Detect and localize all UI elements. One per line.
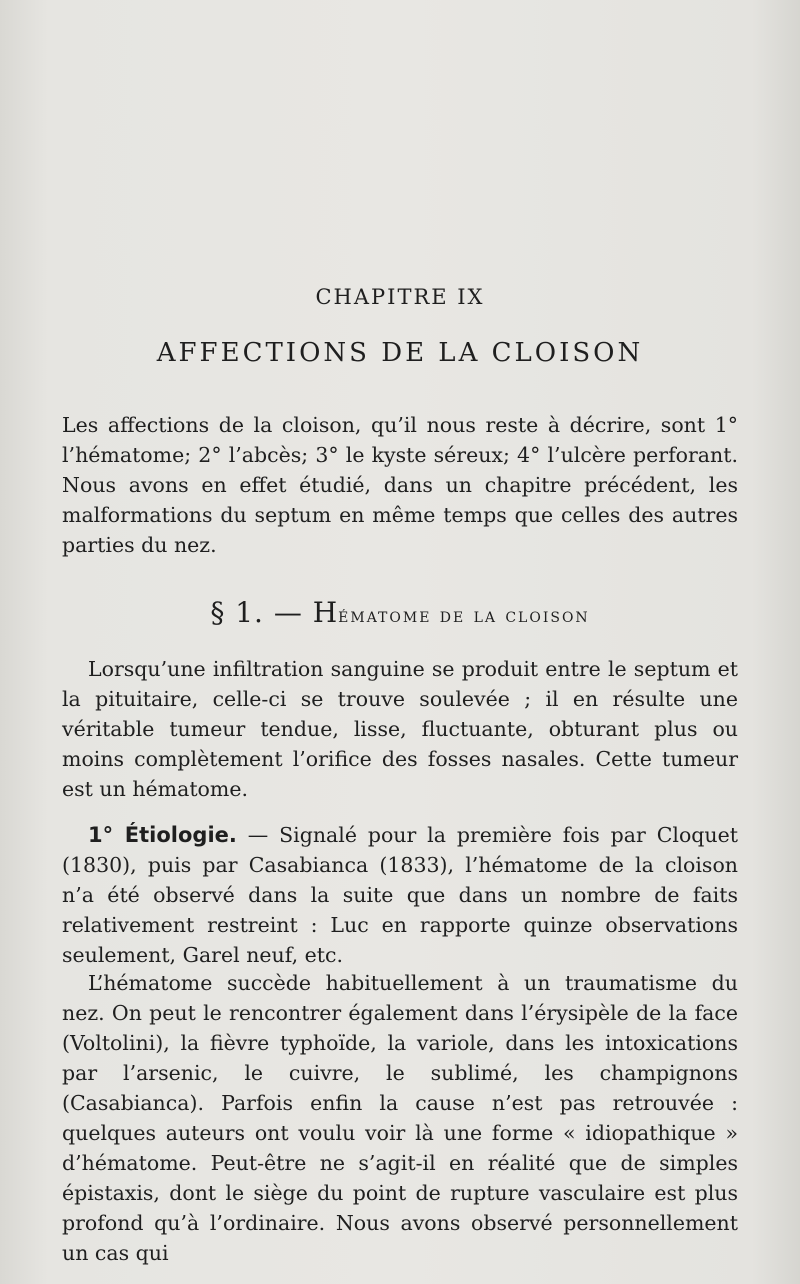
section-title-rest: ématome de la cloison [338, 603, 590, 627]
paragraph-causes: L’hématome succède habituellement à un traumatisme du nez. On peut le rencontrer également dans l’érysipèle de la face (Voltolini), la fièvre typhoïde, la variole, dans les intoxications par l’arsenic, le cuivre, le sublimé, les champignons (Casabianca). Parfois enfin la cause n’est pas retrouvée : quelques auteurs ont voulu voir là une forme « idiopathique » d’hématome. Peut-être ne s’agit-il en réalité que de simples épistaxis, dont le siège du point de rupture vasculaire est plus profond qu’à l’ordinaire. Nous avons observé personnellement un cas qui [62, 971, 738, 1265]
section-heading [0, 596, 800, 629]
intro-paragraph: Les affections de la cloison, qu’il nous reste à décrire, sont 1° l’hématome; 2° l’abcès; 3° le kyste séreux; 4° l’ulcère perforant. Nous avons en effet étudié, dans un chapitre précédent, les malformations du septum en même temps que celles des autres parties du nez. [62, 413, 738, 557]
section-title-initial: H [312, 596, 339, 629]
chapter-title: AFFECTIONS DE LA CLOISON [156, 338, 644, 368]
paragraph-etiology [62, 820, 738, 970]
paragraph-definition: Lorsqu’une infiltration sanguine se produit entre le septum et la pituitaire, celle-ci se trouve soulevée ; il en résulte une véritable tumeur tendue, lisse, fluctuante, obturant plus ou moins complètement l’orifice des fosses nasales. Cette tumeur est un hématome. [62, 657, 738, 801]
chapter-number: CHAPITRE IX [315, 285, 485, 309]
section-number: § 1. — [210, 596, 303, 629]
etiology-text: — Signalé pour la première fois par Cloquet (1830), puis par Casabianca (1833), l’hématome de la cloison n’a été observé dans la suite que dans un nombre de faits relativement restreint : Luc en rapporte quinze observations seulement, Garel neuf, etc. [62, 823, 738, 967]
etiology-heading: 1° Étiologie. [88, 823, 237, 847]
